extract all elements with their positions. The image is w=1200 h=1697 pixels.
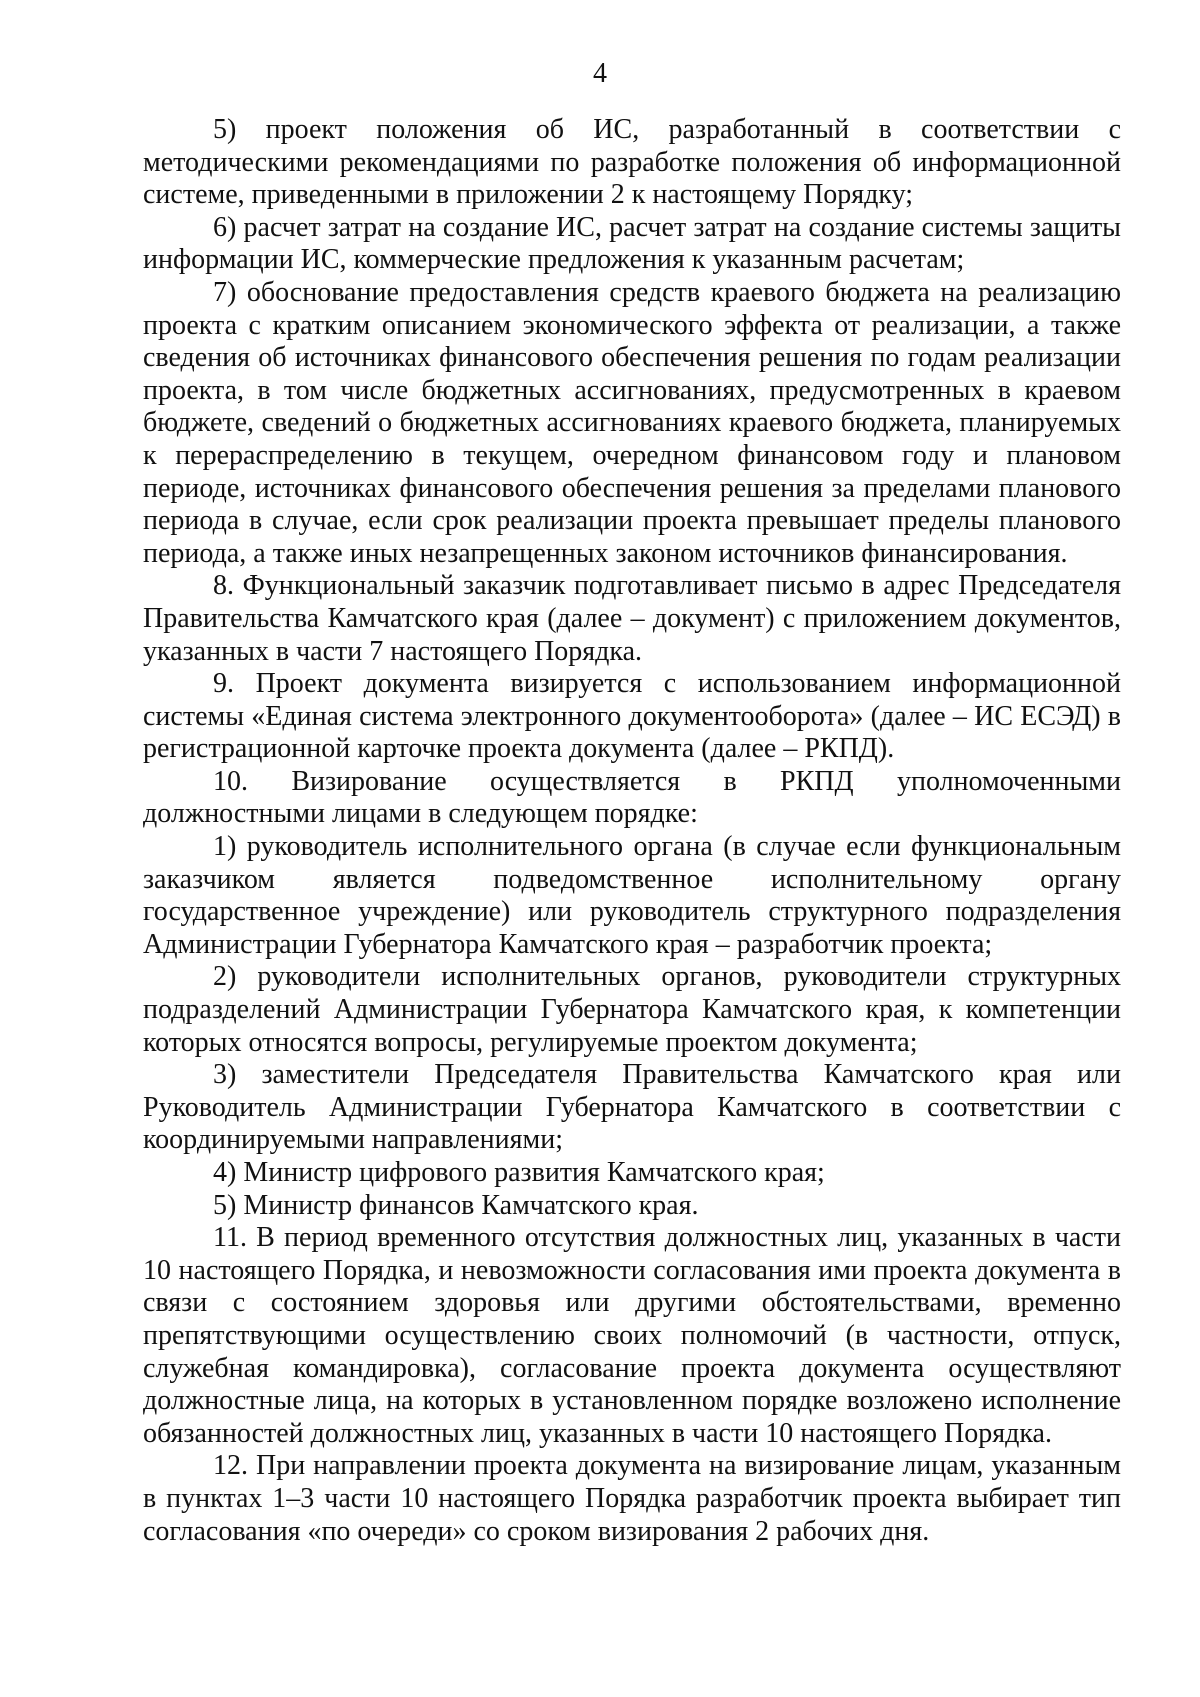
paragraph-approval-3: 3) заместители Председателя Правительства Камчатского края или Руководитель Администрации Губернатора Камчатского в соответствии с координируемыми направлениями; [143, 1059, 1121, 1156]
paragraph-section-10: 10. Визирование осуществляется в РКПД уполномоченными должностными лицами в следующем порядке: [143, 765, 1121, 830]
paragraph-item-6: 6) расчет затрат на создание ИС, расчет затрат на создание системы защиты информации ИС, коммерческие предложения к указанным расчетам; [143, 211, 1121, 276]
paragraph-item-7: 7) обоснование предоставления средств краевого бюджета на реализацию проекта с кратким описанием экономического эффекта от реализации, а также сведения об источниках финансового обеспечения решения по годам реализации проекта, в том числе бюджетных ассигнованиях, предусмотренных в краевом бюджете, сведений о бюджетных ассигнованиях краевого бюджета, планируемых к перераспределению в текущем, очередном финансовом году и плановом периоде, источниках финансового обеспечения решения за пределами планового периода в случае, если срок реализации проекта превышает пределы планового периода, а также иных незапрещенных законом источников финансирования. [143, 276, 1121, 569]
paragraph-item-5: 5) проект положения об ИС, разработанный в соответствии с методическими рекомендациями по разработке положения об информационной системе, приведенными в приложении 2 к настоящему Порядку; [143, 114, 1121, 211]
paragraph-section-9: 9. Проект документа визируется с использованием информационной системы «Единая система электронного документооборота» (далее – ИС ЕСЭД) в регистрационной карточке проекта документа (далее – РКПД). [143, 668, 1121, 765]
paragraph-approval-2: 2) руководители исполнительных органов, руководители структурных подразделений Администрации Губернатора Камчатского края, к компетенции которых относятся вопросы, регулируемые проектом документа; [143, 961, 1121, 1058]
paragraph-section-8: 8. Функциональный заказчик подготавливает письмо в адрес Председателя Правительства Камчатского края (далее – документ) с приложением документов, указанных в части 7 настоящего Порядка. [143, 570, 1121, 667]
paragraph-approval-5: 5) Министр финансов Камчатского края. [213, 1189, 699, 1221]
paragraph-section-11: 11. В период временного отсутствия должностных лиц, указанных в части 10 настоящего Порядка, и невозможности согласования ими проекта документа в связи с состоянием здоровья или другими обстоятельствами, временно препятствующими осуществлению своих полномочий (в частности, отпуск, служебная командировка), согласование проекта документа осуществляют должностные лица, на которых в установленном порядке возложено исполнение обязанностей должностных лиц, указанных в части 10 настоящего Порядка. [143, 1222, 1121, 1449]
page-number: 4 [593, 58, 607, 89]
paragraph-approval-4: 4) Министр цифрового развития Камчатского края; [213, 1157, 825, 1188]
paragraph-section-12: 12. При направлении проекта документа на визирование лицам, указанным в пунктах 1–3 части 10 настоящего Порядка разработчик проекта выбирает тип согласования «по очереди» со сроком визирования 2 рабочих дня. [143, 1450, 1121, 1547]
paragraph-approval-1: 1) руководитель исполнительного органа (в случае если функциональным заказчиком является подведомственное исполнительному органу государственное учреждение) или руководитель структурного подразделения Администрации Губернатора Камчатского края – разработчик проекта; [143, 831, 1121, 960]
document-body [143, 114, 1121, 1548]
